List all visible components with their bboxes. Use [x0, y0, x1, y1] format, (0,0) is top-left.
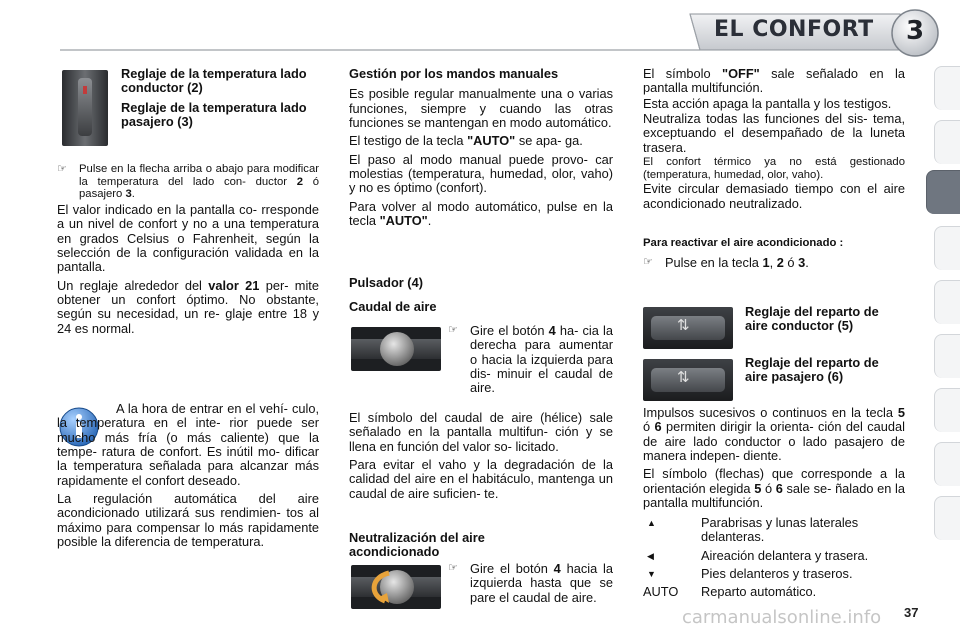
option-auto: AUTO Reparto automático.: [643, 584, 817, 600]
airflow-knob: [380, 332, 414, 366]
temp-driver-heading: Reglaje de la temperatura lado conductor (2): [121, 66, 307, 96]
reactivate-heading: Para reactivar el aire acondicionado :: [643, 237, 844, 249]
triangle-left-icon: ◀: [647, 550, 654, 561]
info-note-paragraph: A la hora de entrar en el vehí- culo, la temperatura en el inte- rior puede ser mucho más fría (o más caliente) que la tempe- ratura de confort. Es inútil mo- dificar la temperatura señalada para alcanzar más rapidamente el confort deseado.: [57, 401, 319, 488]
option-feet: ▼ Pies delanteros y traseros.: [643, 567, 905, 581]
avoid-paragraph: Evite circular demasiado tiempo con el aire acondicionado neutralizado.: [643, 181, 905, 211]
pointing-finger-icon: ☞: [448, 562, 458, 574]
pointing-finger-icon: ☞: [643, 255, 653, 268]
manual-paragraph-4: Para volver al modo automático, pulse en la tecla "AUTO".: [349, 198, 613, 228]
chapter-title: EL CONFORT: [714, 17, 874, 42]
chapter-tab[interactable]: [934, 226, 960, 270]
rotate-left-arrow-icon: [365, 569, 395, 605]
watermark: carmanualsonline.info: [682, 607, 882, 628]
chapter-tab[interactable]: [934, 334, 960, 378]
page-header: [0, 0, 960, 60]
passenger-distribution-button-photo: [643, 359, 733, 401]
airflow-heading: Caudal de aire: [349, 299, 437, 315]
button-4-heading: Pulsador (4): [349, 275, 423, 290]
auto-key-label: AUTO: [643, 584, 679, 600]
chapter-tab[interactable]: [934, 388, 960, 432]
neutralize-heading: Neutralización del aire acondicionado: [349, 530, 485, 560]
helix-paragraph: El símbolo del caudal de aire (hélice) sale señalado en la pantalla multifun- ción y se llena en función del valor so- licitado.: [349, 410, 613, 454]
driver-distribution-button-photo: [643, 307, 733, 349]
seat-airflow-icon: ⇅: [677, 317, 690, 334]
driver-distribution-heading: Reglaje del reparto de aire conductor (5): [745, 304, 879, 334]
chapter-tab[interactable]: [934, 66, 960, 110]
airflow-instruction: ☞ Gire el botón 4 ha- cia la derecha para aumentar o hacia la izquierda para dis- minuir el caudal de aire.: [448, 323, 613, 396]
passenger-distribution-heading: Reglaje del reparto de aire pasajero (6): [745, 355, 879, 385]
manual-paragraph-1: Es posible regular manualmente una o varias funciones, siempre y cuando las otras funciones se mantengan en modo automático.: [349, 86, 613, 130]
temp-instruction: ☞ Pulse en la flecha arriba o abajo para modificar la temperatura del lado con- ductor 2 ó pasajero 3.: [57, 163, 319, 201]
page-number: 37: [904, 605, 919, 620]
neutralize-instruction: ☞ Gire el botón 4 hacia la izquierda hasta que se pare el caudal de aire.: [448, 561, 613, 605]
chapter-tab[interactable]: [934, 442, 960, 486]
neutralize-knob-photo: [351, 565, 441, 609]
pointing-finger-icon: ☞: [57, 163, 67, 175]
seat-airflow-icon: ⇅: [677, 369, 690, 386]
arrow-symbol-paragraph: El símbolo (flechas) que corresponde a la orientación elegida 5 ó 6 sale se- ñalado en la pantalla multifunción.: [643, 466, 905, 510]
chapter-tabs: [926, 66, 960, 576]
chapter-tab-active[interactable]: [926, 170, 960, 214]
chapter-tab[interactable]: [934, 280, 960, 324]
temperature-control-photo: [62, 70, 108, 146]
optimal-value-paragraph: Un reglaje alrededor del valor 21 per- mite obtener un confort óptimo. No obstante, según su necesidad, un re- glaje entre 18 y 24 es normal.: [57, 277, 319, 336]
off-functions-paragraph: Neutraliza todas las funciones del sis- tema, exceptuando el desempañado de la luneta trasera.: [643, 110, 905, 155]
manual-controls-heading: Gestión por los mandos manuales: [349, 66, 559, 81]
impulses-paragraph: Impulsos sucesivos o continuos en la tecla 5 ó 6 permiten dirigir la orienta- ción del caudal de aire lado conductor o lado pasajero de manera indepen- diente.: [643, 405, 905, 463]
red-indicator: [83, 86, 87, 94]
airflow-knob-photo: [351, 327, 441, 371]
chapter-tab[interactable]: [934, 496, 960, 540]
option-ventilation: ◀ Aireación delantera y trasera.: [643, 549, 905, 563]
comfort-level-paragraph: El valor indicado en la pantalla co- rresponde a un nivel de confort y no a una temperatura en grados Celsius o Fahrenheit, según la selección de la configuración validada en la pantalla.: [57, 202, 319, 275]
thermal-comfort-paragraph: El confort térmico ya no está gestionado (temperatura, humedad, olor, vaho).: [643, 155, 905, 181]
temp-passenger-heading: Reglaje de la temperatura lado pasajero (3): [121, 99, 307, 129]
distribution-options: [643, 516, 905, 600]
reactivate-instruction: ☞ Pulse en la tecla 1, 2 ó 3.: [643, 254, 809, 270]
manual-paragraph-2: El testigo de la tecla "AUTO" se apa- ga.: [349, 133, 583, 149]
manual-paragraph-3: El paso al modo manual puede provo- car molestias (temperatura, humedad, olor, vaho) y no es óptimo (confort).: [349, 151, 613, 196]
pointing-finger-icon: ☞: [448, 324, 458, 336]
off-paragraph: El símbolo "OFF" sale señalado en la pantalla multifunción.: [643, 66, 905, 96]
off-display-paragraph: Esta acción apaga la pantalla y los testigos.: [643, 95, 892, 111]
option-windscreen: ▲ Parabrisas y lunas laterales delanteras.: [643, 516, 905, 545]
auto-regulation-paragraph: La regulación automática del aire acondicionado utilizará sus rendimien- tos al máximo para compensar lo más rapidamente posible la diferencia de temperatura.: [57, 490, 319, 549]
chapter-tab[interactable]: [934, 120, 960, 164]
triangle-up-icon: ▲: [647, 518, 656, 528]
fog-paragraph: Para evitar el vaho y la degradación de la calidad del aire en el habitáculo, mantenga un caudal de aire suficien- te.: [349, 456, 613, 501]
triangle-down-icon: ▼: [647, 568, 656, 579]
chapter-number: 3: [905, 16, 925, 46]
